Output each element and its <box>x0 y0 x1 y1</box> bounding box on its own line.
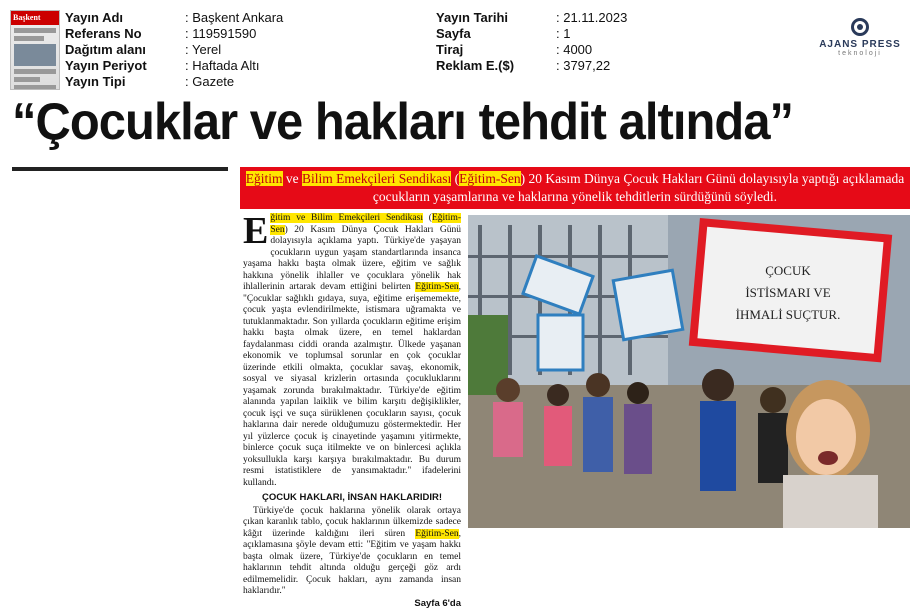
article-subhead: ÇOCUK HAKLARI, İNSAN HAKLARIDIR! <box>243 492 461 504</box>
sign-line: ÇOCUK <box>765 263 811 278</box>
meta-value: : Gazete <box>185 74 234 90</box>
body-text: Türkiye'de çocuk haklarına yönelik olarak ortaya çıkan karanlık tablo, çocuk haklarının ülkemizde sadece kâğıt üzerinde kaldığını ileri süren <box>243 506 461 539</box>
body-text: ( <box>423 213 432 223</box>
meta-label: Yayın Periyot <box>65 58 185 74</box>
sign-line: İSTİSMARI VE <box>745 285 830 300</box>
body-text: , "Çocuklar sağlıklı gıdaya, suya, eğitime erişememekte, çocuk yaşta evlendirilmekte, istismara uğramakta ve tutuklanmaktadır. Son yıllarda çocukların eğitime erişim hakkı başta olmak üzere, en temel haklardan faydalanması ciddi oranda azalmıştır. Ülkede yaşanan ekonomik ve toplumsal sorunlar en çok çocuklar üzerinde etkili olmakta, çocuklar savaş, ekonomik, sosyal ve siyasal krizlerin ortasında çocukluklarını yaşamak zorunda bırakılmaktadır. Türkiye'de eğitim alanında yapılan laiklik ve bilim karşıtı değişiklikler, çocuk işçi ve suça sürüklenen çocukların sayısı, çocuk haklarına dair nerede olduğumuzu göstermektedir. Her yıl yüzlerce çocuk iş cinayetinde yaşamını yitirmekte, binlerce çocuk suça itilmekte ve on binlercesi açlıkla yoksullukla karşı karşıya bırakılmaktadır. Bu durum resmi istatistiklere de yansımaktadır." ifadelerini kullandı. <box>243 282 461 488</box>
spot-text: ( <box>451 171 459 186</box>
meta-label: Yayın Tarihi <box>436 10 556 26</box>
body-text: ) 20 Kasım Dünya Çocuk Hakları Günü dolayısıyla açıklama yaptı. Türkiye'de yaşayan çocukların uygun yaşam standartlarında insanca yaşama hakkı başta olmak üzere, eğitim ve sağlık hakkına yönelik ihlaller ve çocuklara yönelik hak ihlallerinin artarak devam ettiğini belirten <box>243 225 461 293</box>
meta-left <box>65 10 283 90</box>
meta-value: : 119591590 <box>185 26 256 42</box>
headline: “Çocuklar ve hakları tehdit altında” <box>12 90 858 154</box>
article-column <box>243 213 461 609</box>
meta-label: Dağıtım alanı <box>65 42 185 58</box>
newspaper-thumbnail <box>10 10 60 90</box>
highlight-text: ğitim ve Bilim Emekçileri Sendikası <box>270 213 423 223</box>
meta-label: Yayın Tipi <box>65 74 185 90</box>
meta-value: : 1 <box>556 26 570 42</box>
photo-illustration <box>468 215 910 528</box>
gear-logo-icon <box>851 18 869 36</box>
spot-text: ) 20 Kasım Dünya Çocuk Hakları Günü dolayısıyla yaptığı açıklamada çocukların yaşamlarına ve haklarına yönelik tehditlerin sürdüğünü söyledi. <box>373 171 904 204</box>
thumbnail-masthead: Başkent <box>11 11 59 25</box>
meta-label: Reklam E.($) <box>436 58 556 74</box>
logo-sub: teknoloji <box>812 50 908 57</box>
sign-line: İHMALİ SUÇTUR. <box>736 307 841 322</box>
spot-highlight: Eğitim <box>246 171 283 186</box>
meta-label: Yayın Adı <box>65 10 185 26</box>
ajans-press-logo <box>812 18 908 57</box>
spot-text: ve <box>283 171 303 186</box>
logo-brand: AJANS PRESS <box>812 39 908 50</box>
meta-label: Sayfa <box>436 26 556 42</box>
highlight-text: Eğitim-Sen <box>270 213 461 235</box>
body-text: , açıklamasına şöyle devam etti: "Eğitim ve yaşam hakkı başta olmak üzere, Türkiye'de çocukların en temel haklarının tehdit altında olduğu gerçeği göz ardı edilmemelidir. Çocuk hakları, aynı zamanda insan haklarıdır." <box>243 529 461 597</box>
meta-value: : 21.11.2023 <box>556 10 627 26</box>
meta-value: : 3797,22 <box>556 58 610 74</box>
meta-value: : Başkent Ankara <box>185 10 283 26</box>
headline-rule <box>12 167 228 171</box>
drop-cap: E <box>243 214 268 248</box>
meta-label: Referans No <box>65 26 185 42</box>
spot-box <box>240 167 910 209</box>
article-photo <box>468 215 910 528</box>
spot-highlight: Eğitim-Sen <box>459 171 521 186</box>
highlight-text: Eğitim-Sen <box>415 529 458 539</box>
meta-value: : Haftada Altı <box>185 58 259 74</box>
highlight-text: Eğitim-Sen <box>415 282 458 292</box>
meta-value: : Yerel <box>185 42 221 58</box>
spot-highlight: Bilim Emekçileri Sendikası <box>302 171 451 186</box>
meta-label: Tiraj <box>436 42 556 58</box>
meta-value: : 4000 <box>556 42 592 58</box>
meta-right <box>436 10 627 74</box>
continued-label: Sayfa 6'da <box>243 598 461 609</box>
